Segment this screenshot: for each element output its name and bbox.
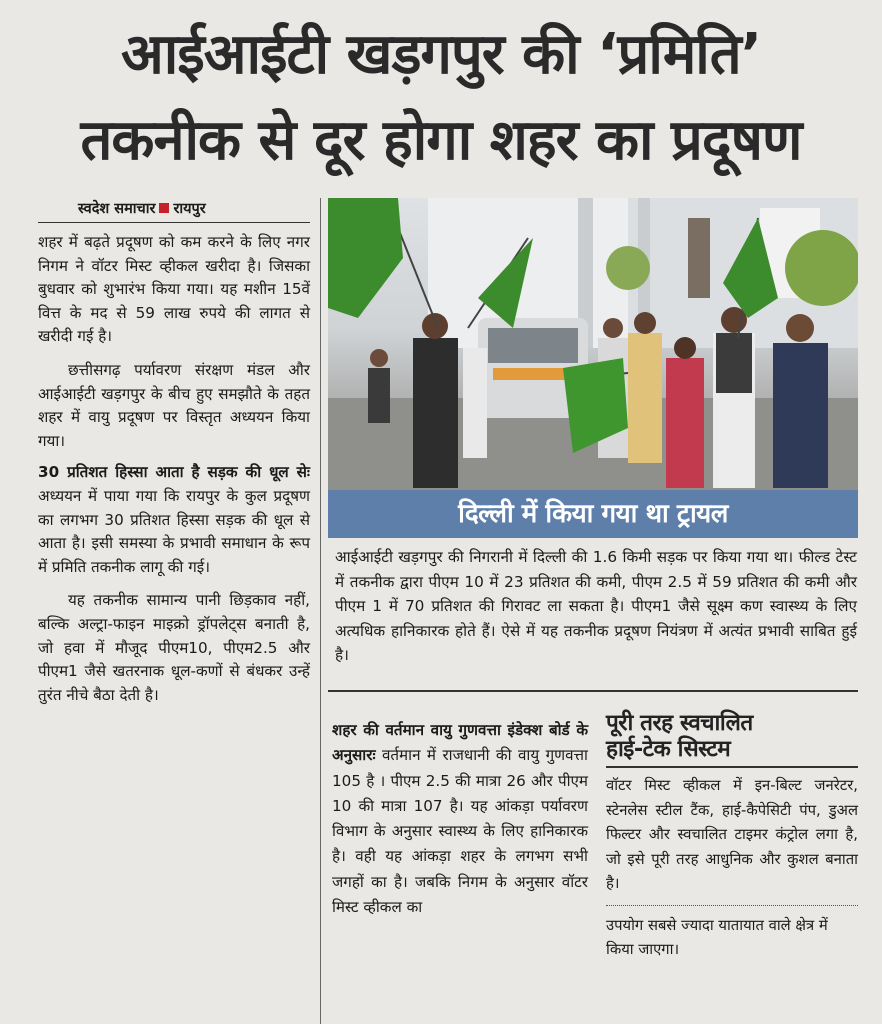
- right-text-2: उपयोग सबसे ज्यादा यातायात वाले क्षेत्र में किया जाएगा।: [606, 916, 828, 958]
- photo-caption-title: दिल्ली में किया गया था ट्रायल: [328, 490, 858, 538]
- left-column: [38, 198, 310, 707]
- middle-column: [332, 718, 588, 920]
- left-paragraph-4: यह तकनीक सामान्य पानी छिड़काव नहीं, बल्कि अल्ट्रा-फाइन माइक्रो ड्रॉपलेट्स बनाती है, जो हवा में मौजूद पीएम10, पीएम2.5 और पीएम1 जैसे खतरनाक धूल-कणों से बंधकर उन्हें तुरंत नीचे बैठा देती है।: [38, 591, 310, 704]
- news-photo: [328, 198, 858, 490]
- byline: [38, 198, 310, 223]
- left-paragraph-3-text: अध्ययन में पाया गया कि रायपुर के कुल प्रदूषण का लगभग 30 प्रतिशत हिस्सा सड़क की धूल से आता है। इसी समस्या के प्रभावी समाधान के रूप में प्रमिति तकनीक लागू की गई।: [38, 486, 310, 576]
- byline-square-icon: [159, 203, 169, 213]
- section-divider: [328, 690, 858, 692]
- right-heading-line-1: पूरी तरह स्वचालित: [606, 710, 753, 736]
- middle-text: वर्तमान में राजधानी की वायु गुणवत्ता 105 है । पीएम 2.5 की मात्रा 26 और पीएम 10 की मात्रा 107 है। यह आंकड़ा पर्यावरण विभाग के अनुसार स्वास्थ्य के लिए हानिकारक है। वही यह आंकड़ा शहर के लगभग सभी जगहों का है। जबकि निगम के अनुसार वॉटर मिस्ट व्हीकल का: [332, 746, 588, 917]
- photo-caption-text: आईआईटी खड़गपुर की निगरानी में दिल्ली की 1.6 किमी सड़क पर किया गया था। फील्ड टेस्ट में तकनीक द्वारा पीएम 10 में 23 प्रतिशत की कमी, पीएम 2.5 में 59 प्रतिशत की कमी और पीएम 1 में 70 प्रतिशत की गिरावट ला सकता है। पीएम1 जैसे सूक्ष्म कण स्वास्थ्य के लिए अत्यधिक हानिकारक होते हैं। ऐसे में यह तकनीक प्रदूषण नियंत्रण में अत्यंत प्रभावी साबित हुई है।: [335, 548, 857, 664]
- photo-illustration: [328, 198, 858, 490]
- right-divider: [606, 905, 858, 906]
- middle-subheading: शहर की वर्तमान वायु गुणवत्ता इंडेक्श बोर्ड के अनुसारः: [332, 721, 588, 765]
- left-paragraph-2: छत्तीसगढ़ पर्यावरण संरक्षण मंडल और आईआईटी खड़गपुर के बीच हुए समझौते के तहत शहर में वायु प्रदूषण पर विस्तृत अध्ययन किया गया।: [38, 360, 310, 450]
- left-paragraph-1: शहर में बढ़ते प्रदूषण को कम करने के लिए नगर निगम ने वॉटर मिस्ट व्हीकल खरीदा है। जिसका बुधवार को शुभारंभ किया गया। यह मशीन 15वें वित्त के मद से 59 लाख रुपये की लागत से खरीदी गई है।: [38, 233, 310, 346]
- left-subheading: 30 प्रतिशत हिस्सा आता है सड़क की धूल सेः: [38, 463, 310, 482]
- byline-city: रायपुर: [173, 201, 206, 217]
- byline-source: स्वदेश समाचार: [78, 201, 156, 217]
- column-divider: [320, 198, 321, 1024]
- left-paragraph-3: [38, 461, 310, 579]
- right-heading-line-2: हाई-टेक सिस्टम: [606, 736, 858, 768]
- right-column: [606, 710, 858, 963]
- headline-line-1: आईआईटी खड़गपुर की ‘प्रमिति’: [120, 22, 762, 87]
- headline-line-2: तकनीक से दूर होगा शहर का प्रदूषण: [80, 108, 802, 173]
- right-text: वॉटर मिस्ट व्हीकल में इन-बिल्ट जनरेटर, स्टेनलेस स्टील टैंक, हाई-कैपेसिटी पंप, डुअल फिल्टर और स्वचालित टाइमर कंट्रोल लगा है, जो इसे पूरी तरह आधुनिक और कुशल बनाता है।: [606, 777, 858, 892]
